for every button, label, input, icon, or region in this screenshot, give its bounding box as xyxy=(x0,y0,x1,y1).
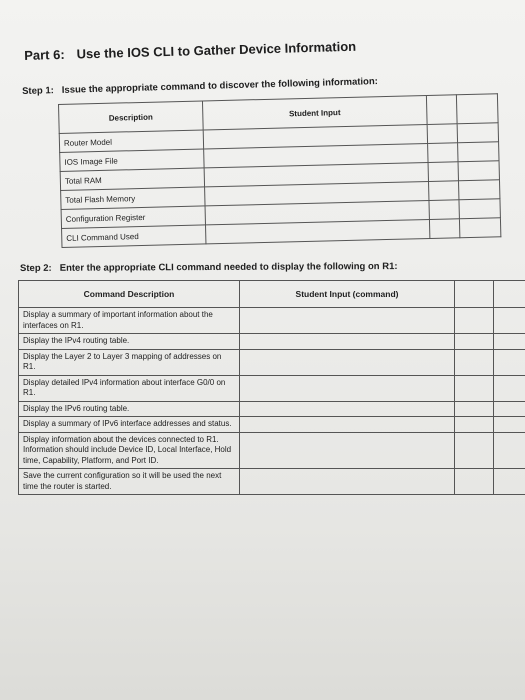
step2-label: Step 2: xyxy=(20,262,52,274)
student-input-cell[interactable] xyxy=(240,334,455,350)
blank-cell xyxy=(455,308,494,334)
student-input-cell[interactable] xyxy=(240,349,455,375)
row-description: Display the IPv4 routing table. xyxy=(19,334,240,350)
student-input-cell[interactable] xyxy=(240,417,455,433)
table-row xyxy=(19,401,525,417)
header-student-input: Student Input xyxy=(202,95,427,129)
blank-cell xyxy=(494,334,525,350)
blank-cell xyxy=(457,123,499,143)
blank-cell xyxy=(494,417,525,433)
row-description: Display a summary of important information about the interfaces on R1. xyxy=(19,308,240,334)
header-command-description: Command Description xyxy=(19,281,240,308)
blank-cell xyxy=(494,375,525,401)
table-row xyxy=(19,469,525,495)
blank-cell xyxy=(459,199,501,219)
header-blank xyxy=(455,281,494,308)
row-description: CLI Command Used xyxy=(62,225,206,248)
table-row xyxy=(19,334,525,350)
blank-cell xyxy=(455,349,494,375)
header-student-input-command: Student Input (command) xyxy=(240,281,455,308)
row-description: Total RAM xyxy=(60,168,204,191)
blank-cell xyxy=(455,375,494,401)
row-description: Display the Layer 2 to Layer 3 mapping of addresses on R1. xyxy=(19,349,240,375)
blank-cell xyxy=(428,143,458,163)
command-table xyxy=(18,280,523,495)
blank-cell xyxy=(455,334,494,350)
student-input-cell[interactable] xyxy=(240,375,455,401)
blank-cell xyxy=(494,469,525,495)
blank-cell xyxy=(494,349,525,375)
row-description: Display the IPv6 routing table. xyxy=(19,401,240,417)
table-row xyxy=(19,308,525,334)
step1-heading xyxy=(22,76,378,97)
table-row xyxy=(19,349,525,375)
blank-cell xyxy=(455,401,494,417)
blank-cell xyxy=(455,469,494,495)
blank-cell xyxy=(459,218,501,238)
header-description: Description xyxy=(59,101,204,134)
row-description: Total Flash Memory xyxy=(61,187,205,210)
row-description: Display detailed IPv4 information about interface G0/0 on R1. xyxy=(19,375,240,401)
part-title: Use the IOS CLI to Gather Device Information xyxy=(76,38,357,62)
device-info-table xyxy=(58,93,501,249)
row-description: IOS Image File xyxy=(60,149,204,172)
table-row xyxy=(19,375,525,401)
student-input-cell[interactable] xyxy=(240,432,455,469)
student-input-cell[interactable] xyxy=(240,469,455,495)
blank-cell xyxy=(494,432,525,469)
blank-cell xyxy=(458,180,500,200)
row-description: Router Model xyxy=(59,130,203,153)
header-blank xyxy=(426,95,456,125)
blank-cell xyxy=(427,124,457,144)
blank-cell xyxy=(429,200,459,220)
step2-heading xyxy=(20,261,398,274)
table-header-row xyxy=(19,281,525,308)
blank-cell xyxy=(455,417,494,433)
blank-cell xyxy=(429,181,459,201)
blank-cell xyxy=(429,219,459,239)
row-description: Display a summary of IPv6 interface addresses and status. xyxy=(19,417,240,433)
header-blank xyxy=(456,94,498,124)
blank-cell xyxy=(458,161,500,181)
student-input-cell[interactable] xyxy=(240,401,455,417)
step2-text: Enter the appropriate CLI command needed to display the following on R1: xyxy=(59,261,398,274)
row-description: Display information about the devices connected to R1. Information should include Device ID, Local Interface, Hold time, Capability, Platform, and Port ID. xyxy=(19,432,240,469)
step1-label: Step 1: xyxy=(22,85,54,97)
step1-text: Issue the appropriate command to discover the following information: xyxy=(61,76,379,96)
row-description: Save the current configuration so it will be used the next time the router is started. xyxy=(19,469,240,495)
student-input-cell[interactable] xyxy=(205,219,430,243)
blank-cell xyxy=(457,142,499,162)
blank-cell xyxy=(494,401,525,417)
blank-cell xyxy=(494,308,525,334)
table-row xyxy=(19,432,525,469)
row-description: Configuration Register xyxy=(61,206,205,229)
header-blank xyxy=(494,281,525,308)
blank-cell xyxy=(455,432,494,469)
table-row xyxy=(19,417,525,433)
blank-cell xyxy=(428,162,458,182)
part-heading xyxy=(24,39,356,63)
student-input-cell[interactable] xyxy=(240,308,455,334)
part-label: Part 6: xyxy=(24,46,65,63)
